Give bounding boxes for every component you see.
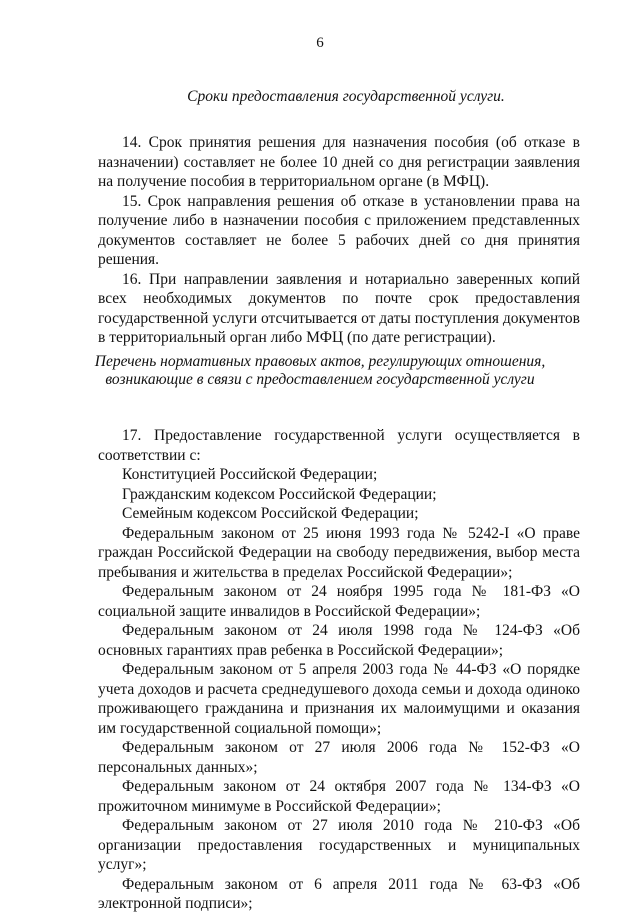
- section-heading-legal-acts-line2: возникающие в связи с предоставлением государственной услуги: [105, 371, 535, 388]
- legal-act-item: Федеральным законом от 24 июля 1998 года № 124-ФЗ «Об основных гарантиях прав ребенка в Российской Федерации»;: [98, 622, 580, 659]
- paragraph-17-intro: 17. Предоставление государственной услуги осуществляется в соответствии с:: [98, 427, 580, 464]
- legal-act-item: Федеральным законом от 27 июля 2006 года № 152-ФЗ «О персональных данных»;: [98, 739, 580, 776]
- legal-act-item: Конституцией Российской Федерации;: [122, 466, 378, 483]
- paragraph-16: 16. При направлении заявления и нотариально заверенных копий всех необходимых документов по почте срок предоставления государственной услуги отсчитывается от даты поступления документов в территориальный орган либо МФЦ (по дате регистрации).: [98, 270, 580, 346]
- legal-act-item: Федеральным законом от 24 октября 2007 года № 134-ФЗ «О прожиточном минимуме в Российской Федерации»;: [98, 778, 580, 815]
- legal-act-item: Федеральным законом от 6 апреля 2011 года № 63-ФЗ «Об электронной подписи»;: [98, 875, 580, 912]
- legal-act-item: Федеральным законом от 27 июля 2010 года № 210-ФЗ «Об организации предоставления государственных и муниципальных услуг»;: [98, 817, 580, 873]
- legal-act-item: Федеральным законом от 24 ноября 1995 года № 181-ФЗ «О социальной защите инвалидов в Российской Федерации»;: [98, 583, 580, 620]
- paragraph-14: 14. Срок принятия решения для назначения пособия (об отказе в назначении) составляет не более 10 дней со дня регистрации заявления на получение пособия в территориальном органе (в МФЦ).: [98, 134, 580, 190]
- legal-act-item: Федеральным законом от 5 апреля 2003 года № 44-ФЗ «О порядке учета доходов и расчета среднедушевого дохода семьи и дохода одиноко проживающего гражданина и признания их малоимущими и оказания им государственной социальной помощи»;: [98, 661, 580, 737]
- section-heading-legal-acts: [0, 353, 640, 389]
- legal-act-item: Семейным кодексом Российской Федерации;: [122, 505, 419, 522]
- legal-act-item: Федеральным законом от 25 июня 1993 года № 5242-I «О праве граждан Российской Федерации на свободу передвижения, выбор места пребывания и жительства в пределах Российской Федерации»;: [98, 524, 580, 581]
- legal-act-item: Гражданским кодексом Российской Федерации;: [122, 485, 437, 503]
- section-deadlines-body: [98, 133, 580, 348]
- section-heading-deadlines: Сроки предоставления государственной услуги.: [187, 88, 505, 105]
- paragraph-15: 15. Срок направления решения об отказе в установлении права на получение либо в назначении пособия с приложением представленных документов составляет не более 5 рабочих дней со дня принятия решения.: [98, 192, 580, 268]
- section-heading-legal-acts-line1: Перечень нормативных правовых актов, регулирующих отношения,: [94, 353, 546, 370]
- page-number: 6: [316, 35, 324, 51]
- section-legal-acts-body: [98, 426, 580, 914]
